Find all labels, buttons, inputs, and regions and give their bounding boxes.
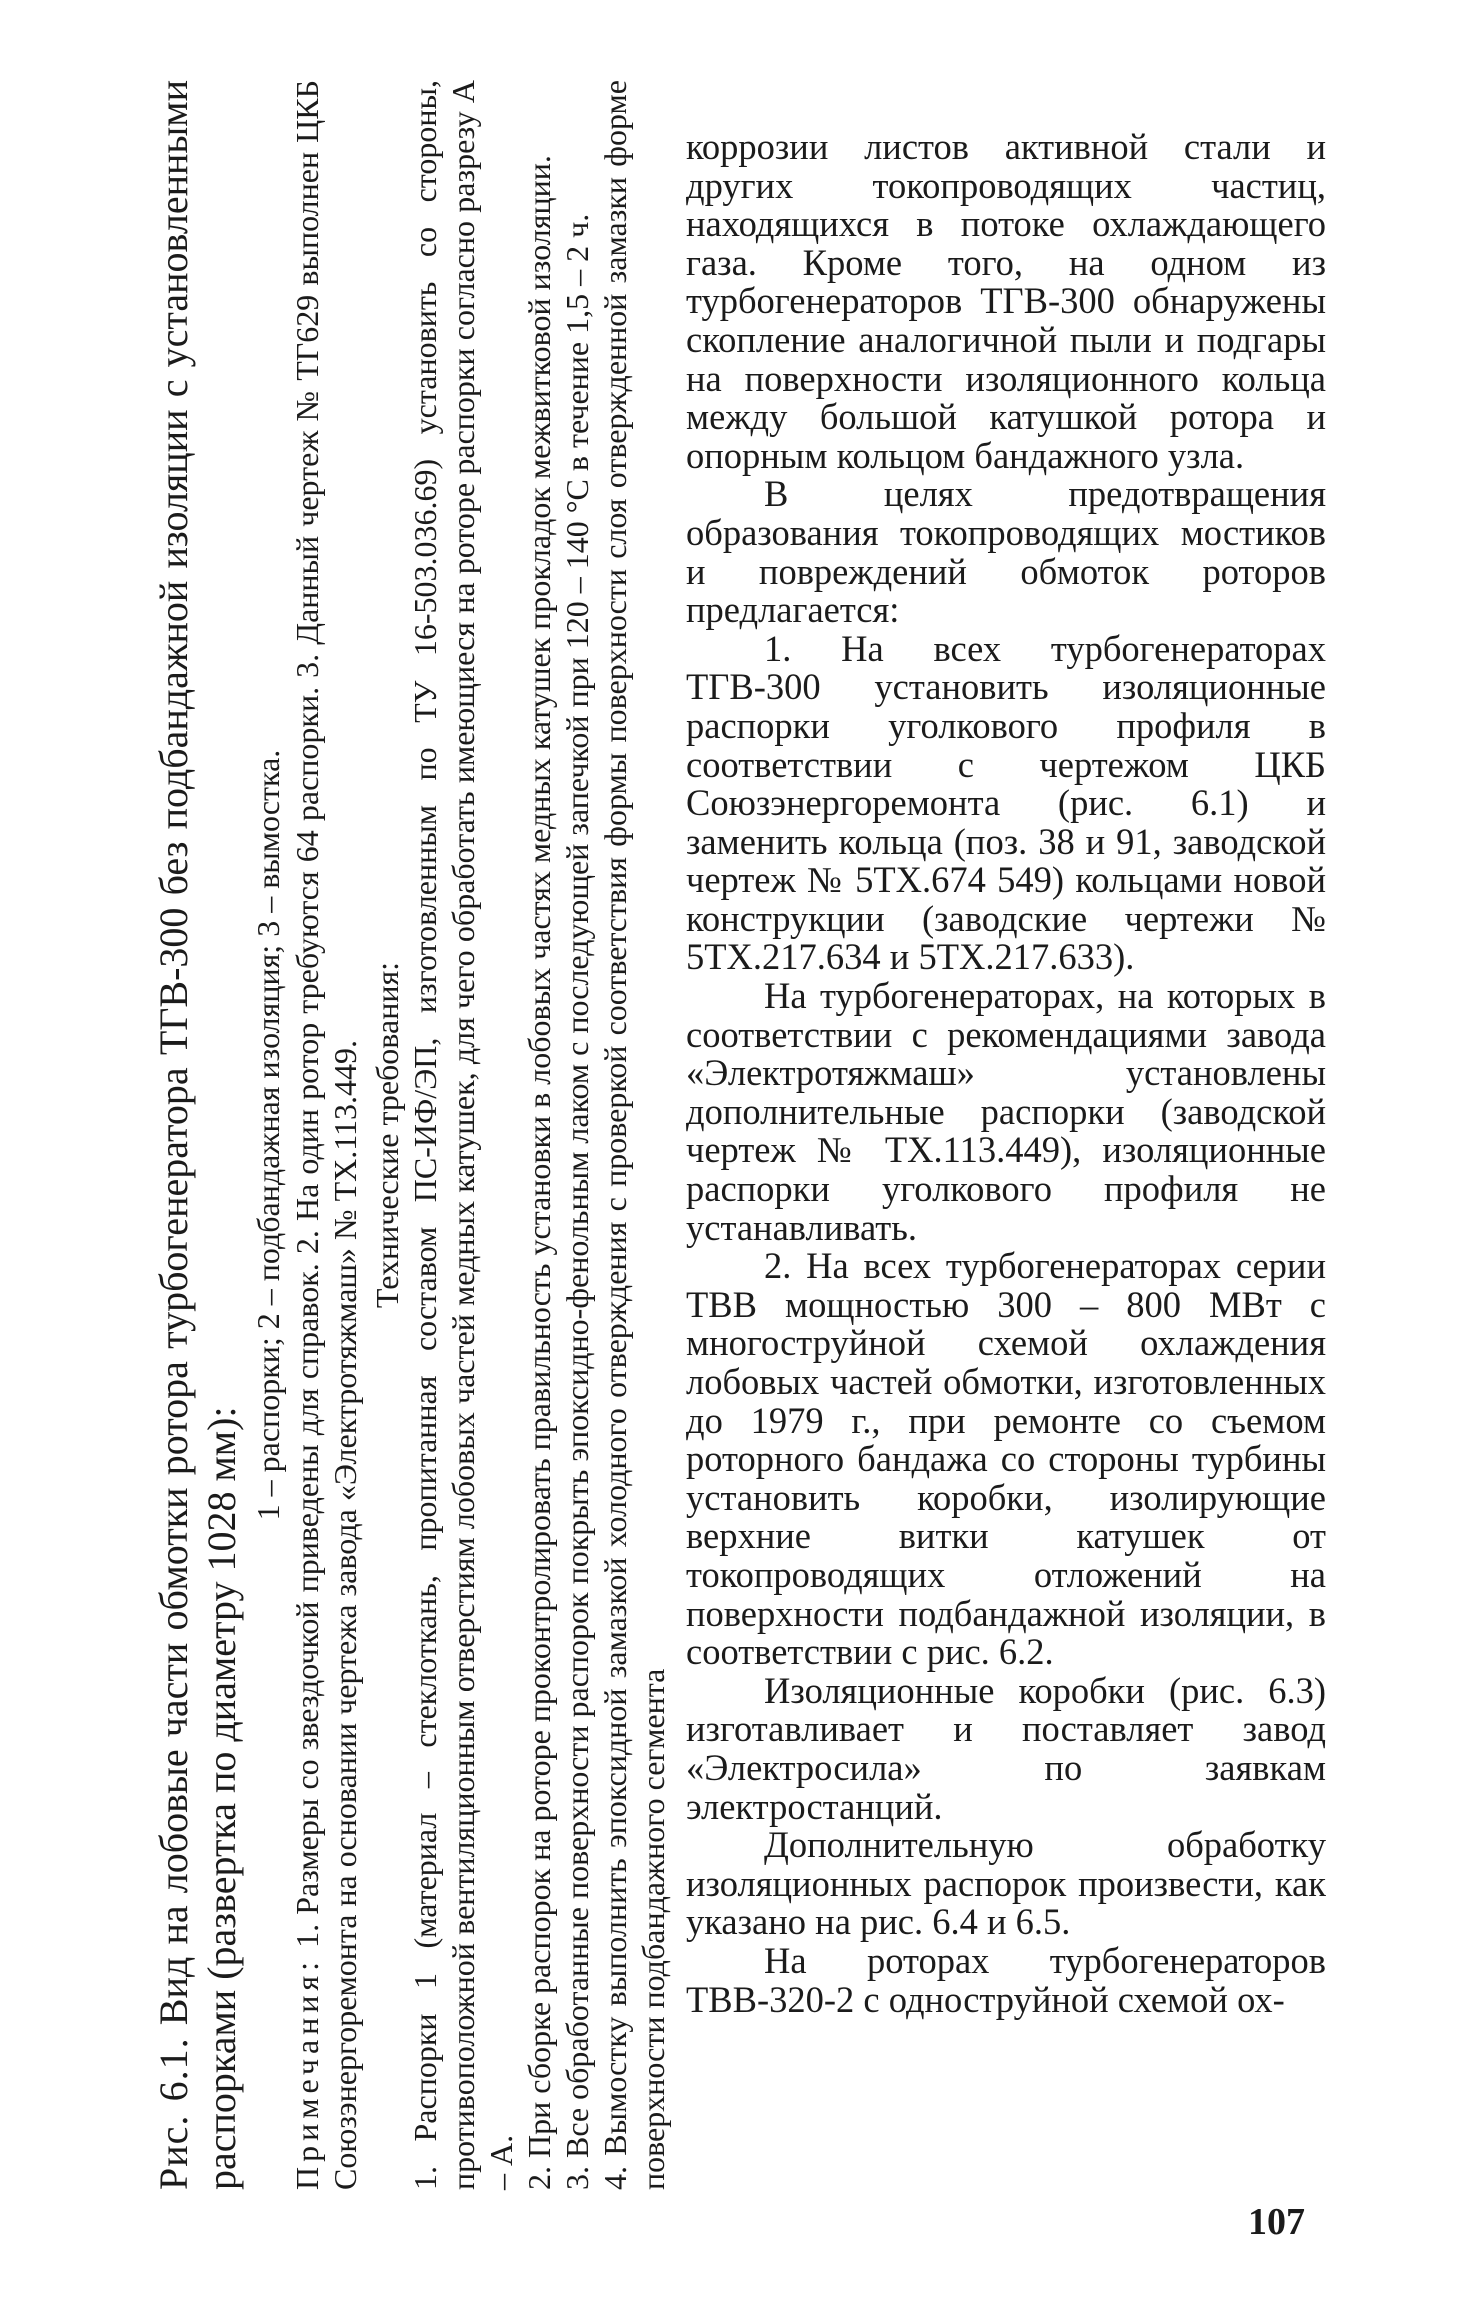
body-paragraph: 1. На всех турбогенераторах ТГВ-300 установить изоляционные распорки уголкового профиля в соответствии с чертежом ЦКБ Союзэнергоремонта (рис. 6.1) и заменить кольца (поз. 38 и 91, заводской чертеж № 5ТХ.674 549) кольцами новой конструкции (заводские чертежи № 5ТХ.217.634 и 5ТХ.217.633). (686, 627, 1326, 978)
body-paragraph: Изоляционные коробки (рис. 6.3) изготавливает и поставляет завод «Электросила» по заявкам электростанций. (686, 1669, 1326, 1827)
requirements-title: Технические требования: (369, 961, 405, 1309)
requirement-item: 4. Вымостку выполнить эпоксидной замазкой холодного отверждения с проверкой соответствия формы поверхности слоя отвержденной замазки форме поверхности подбандажного сегмента (597, 80, 671, 2190)
requirement-item: 3. Все обработанные поверхности распорок покрыть эпоксидно-фенольным лаком с последующей запечкой при 120 – 140 °С в течение 1,5 – 2 ч. (559, 213, 595, 2190)
notes-text: 1. Размеры со звездочкой приведены для справок. 2. На один ротор требуются 64 распорки. 3. Данный чертеж № ТГ629 выполнен ЦКБ Союзэнергоремонта на основании чертежа завода «Электротяжмаш» № ТХ.113.449. (289, 79, 363, 2190)
figure-caption-text: Вид на лобовые части обмотки ротора турбогенератора ТГВ-300 без подбандажной изоляции с установленными распорками (развертка по диаметру 1028 мм): (151, 79, 244, 2190)
body-paragraph: В целях предотвращения образования токопроводящих мостиков и повреждений обмоток роторов предлагается: (686, 473, 1326, 631)
figure-legend: 1 – распорки; 2 – подбандажная изоляция; 3 – вымостка. (250, 749, 286, 1521)
figure-caption (150, 80, 246, 2190)
requirement-item: 1. Распорки 1 (материал – стеклоткань, пропитанная составом ПС-ИФ/ЭП, изготовленным по ТУ 16-503.036.69) установить со стороны, противоположной вентиляционным отверстиям лобовых частей медных катушек, для чего обработать имеющиеся на роторе распорки согласно разрезу А – А. (407, 80, 519, 2190)
figure-caption-label: Рис. 6.1. (151, 2037, 196, 2190)
notes-label: Примечания: (289, 1956, 325, 2190)
body-paragraph: На роторах турбогенераторов ТВВ-320-2 с одноструйной схемой ох- (686, 1939, 1326, 2020)
body-paragraph: На турбогенераторах, на которых в соответствии с рекомендациями завода «Электротяжмаш» установлены дополнительные распорки (заводской чертеж № ТХ.113.449), изоляционные распорки уголкового профиля не устанавливать. (686, 975, 1326, 1248)
body-paragraph: Дополнительную обработку изоляционных распорок произвести, как указано на рис. 6.4 и 6.5. (686, 1824, 1326, 1943)
body-paragraph: 2. На всех турбогенераторах серии ТВВ мощностью 300 – 800 МВт с многоструйной схемой охлаждения лобовых частей обмотки, изготовленных до 1979 г., при ремонте со съемом роторного бандажа со стороны турбины установить коробки, изолирующие верхние витки катушек от токопроводящих отложений на поверхности подбандажной изоляции, в соответствии с рис. 6.2. (686, 1245, 1326, 1673)
body-paragraph: коррозии листов активной стали и других токопроводящих частиц, находящихся в потоке охлаждающего газа. Кроме того, на одном из турбогенераторов ТГВ-300 обнаружены скопление аналогичной пыли и подгары на поверхности изоляционного кольца между большой катушкой ротора и опорным кольцом бандажного узла. (686, 126, 1326, 476)
main-text-column (686, 128, 1326, 2019)
figure-notes-block (150, 80, 670, 2190)
page-number: 107 (1248, 2201, 1305, 2243)
requirement-item: 2. При сборке распорок на роторе проконтролировать правильность установки в лобовых частях медных катушек прокладок межвитковой изоляции. (521, 155, 557, 2190)
notes-paragraph (288, 80, 364, 2190)
